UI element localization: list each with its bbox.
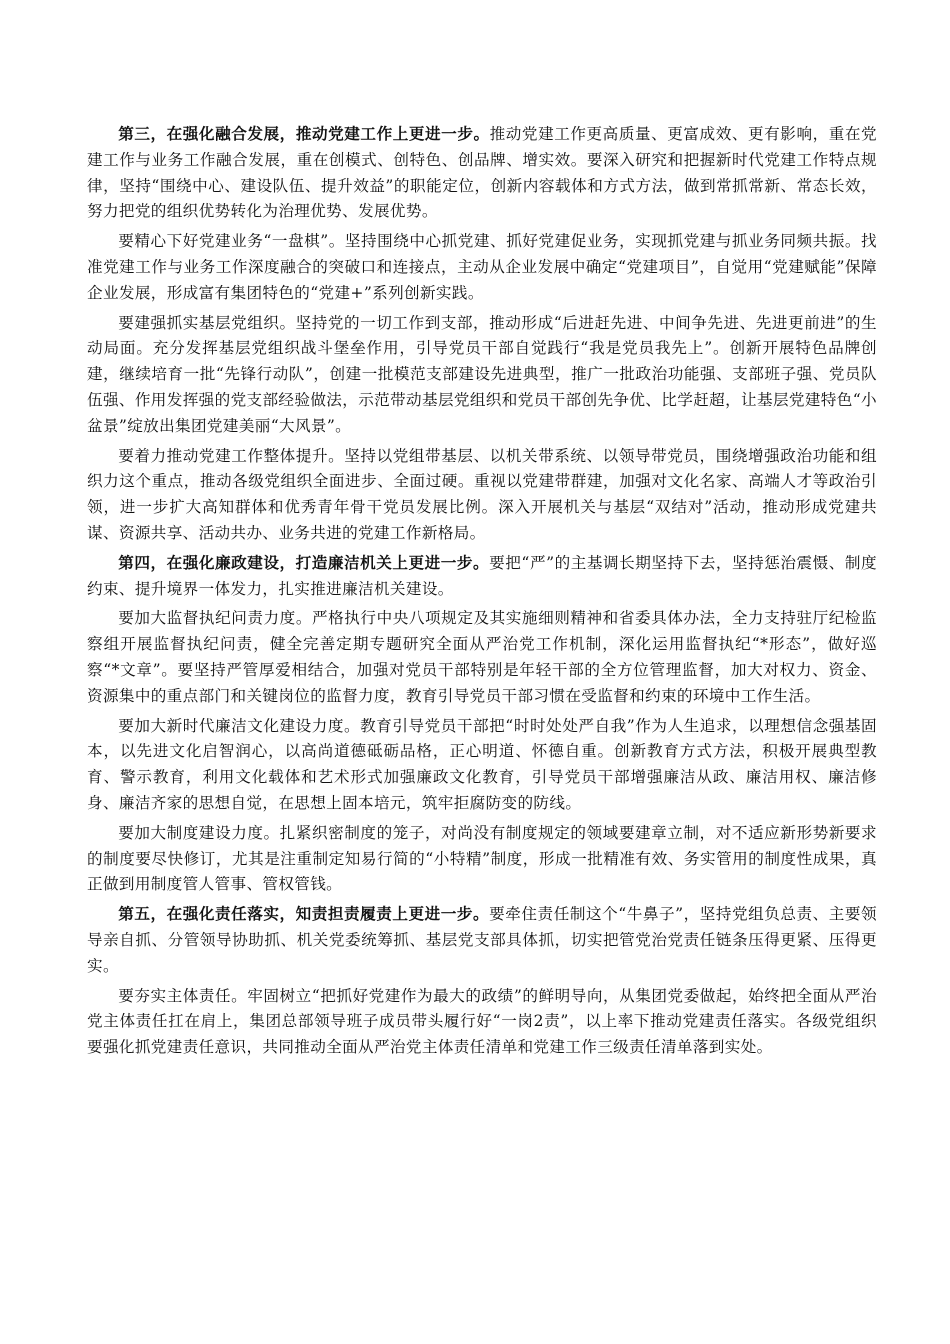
paragraph-10 [87, 984, 877, 1061]
paragraph-text: 要夯实主体责任。牢固树立“把抓好党建作为最大的政绩”的鲜明导向，从集团党委做起，始终把全面从严治党主体责任扛在肩上，集团总部领导班子成员带头履行好“一岗2责”，以上率下推动党建责任落实。各级党组织要强化抓党建责任意识，共同推动全面从严治党主体责任清单和党建工作三级责任清单落到实处。 [87, 986, 877, 1057]
paragraph-text: 要牵住责任制这个“牛鼻子”，坚持党组负总责、主要领导亲自抓、分管领导协助抓、机关党委统筹抓、基层党支部具体抓，切实把管党治党责任链条压得更紧、压得更实。 [87, 905, 877, 975]
paragraph-heading: 第四，在强化廉政建设，打造廉洁机关上更进一步。 [118, 553, 490, 572]
paragraph-1 [87, 122, 877, 225]
paragraph-4 [87, 444, 877, 547]
paragraph-heading: 第五，在强化责任落实，知责担责履责上更进一步。 [118, 905, 490, 924]
paragraph-text: 要加大制度建设力度。扎紧织密制度的笼子，对尚没有制度规定的领域要建章立制，对不适应新形势新要求的制度要尽快修订，尤其是注重制定知易行简的“小特精”制度，形成一批精准有效、务实管用的制度性成果，真正做到用制度管人管事、管权管钱。 [87, 823, 877, 894]
paragraph-text: 要加大监督执纪问责力度。严格执行中央八项规定及其实施细则精神和省委具体办法，全力支持驻厅纪检监察组开展监督执纪问责，健全完善定期专题研究全面从严治党工作机制，深化运用监督执纪“*形态”，做好巡察“*文章”。要坚持严管厚爱相结合，加强对党员干部特别是年轻干部的全方位管理监督，加大对权力、资金、资源集中的重点部门和关键岗位的监督力度，教育引导党员干部习惯在受监督和约束的环境中工作生活。 [87, 609, 877, 705]
paragraph-9 [87, 902, 877, 979]
paragraph-6 [87, 606, 877, 709]
paragraph-text: 要着力推动党建工作整体提升。坚持以党组带基层、以机关带系统、以领导带党员，围绕增强政治功能和组织力这个重点，推动各级党组织全面进步、全面过硬。重视以党建带群建，加强对文化名家、高端人才等政治引领，进一步扩大高知群体和优秀青年骨干党员发展比例。深入开展机关与基层“双结对”活动，推动形成党建共谋、资源共享、活动共办、业务共进的党建工作新格局。 [87, 446, 877, 542]
paragraph-text: 要建强抓实基层党组织。坚持党的一切工作到支部，推动形成“后进赶先进、中间争先进、先进更前进”的生动局面。充分发挥基层党组织战斗堡垒作用，引导党员干部自觉践行“我是党员我先上”。创新开展特色品牌创建，继续培育一批“先锋行动队”，创建一批模范支部建设先进典型，推广一批政治功能强、支部班子强、党员队伍强、作用发挥强的党支部经验做法，示范带动基层党组织和党员干部创先争优、比学赶超，让基层党建特色“小盆景”绽放出集团党建美丽“大风景”。 [87, 313, 877, 435]
paragraph-3 [87, 311, 877, 440]
paragraph-2 [87, 229, 877, 306]
document-page [87, 122, 877, 1065]
paragraph-text: 要精心下好党建业务“一盘棋”。坚持围绕中心抓党建、抓好党建促业务，实现抓党建与抓业务同频共振。找准党建工作与业务工作深度融合的突破口和连接点，主动从企业发展中确定“党建项目”，自觉用“党建赋能”保障企业发展，形成富有集团特色的“党建+”系列创新实践。 [87, 232, 877, 302]
paragraph-text: 要把“严”的主基调长期坚持下去，坚持惩治震慑、制度约束、提升境界一体发力，扎实推进廉洁机关建设。 [87, 553, 877, 598]
paragraph-5 [87, 551, 877, 603]
paragraph-7 [87, 714, 877, 817]
paragraph-text: 推动党建工作更高质量、更富成效、更有影响，重在党建工作与业务工作融合发展，重在创模式、创特色、创品牌、增实效。要深入研究和把握新时代党建工作特点规律，坚持“围绕中心、建设队伍、提升效益”的职能定位，创新内容载体和方式方法，做到常抓常新、常态长效，努力把党的组织优势转化为治理优势、发展优势。 [87, 125, 877, 221]
paragraph-text: 要加大新时代廉洁文化建设力度。教育引导党员干部把“时时处处严自我”作为人生追求，以理想信念强基固本，以先进文化启智润心，以高尚道德砥砺品格，正心明道、怀德自重。创新教育方式方法，积极开展典型教育、警示教育，利用文化载体和艺术形式加强廉政文化教育，引导党员干部增强廉洁从政、廉洁用权、廉洁修身、廉洁齐家的思想自觉，在思想上固本培元，筑牢拒腐防变的防线。 [87, 716, 877, 812]
paragraph-8 [87, 821, 877, 898]
paragraph-heading: 第三，在强化融合发展，推动党建工作上更进一步。 [118, 125, 490, 143]
